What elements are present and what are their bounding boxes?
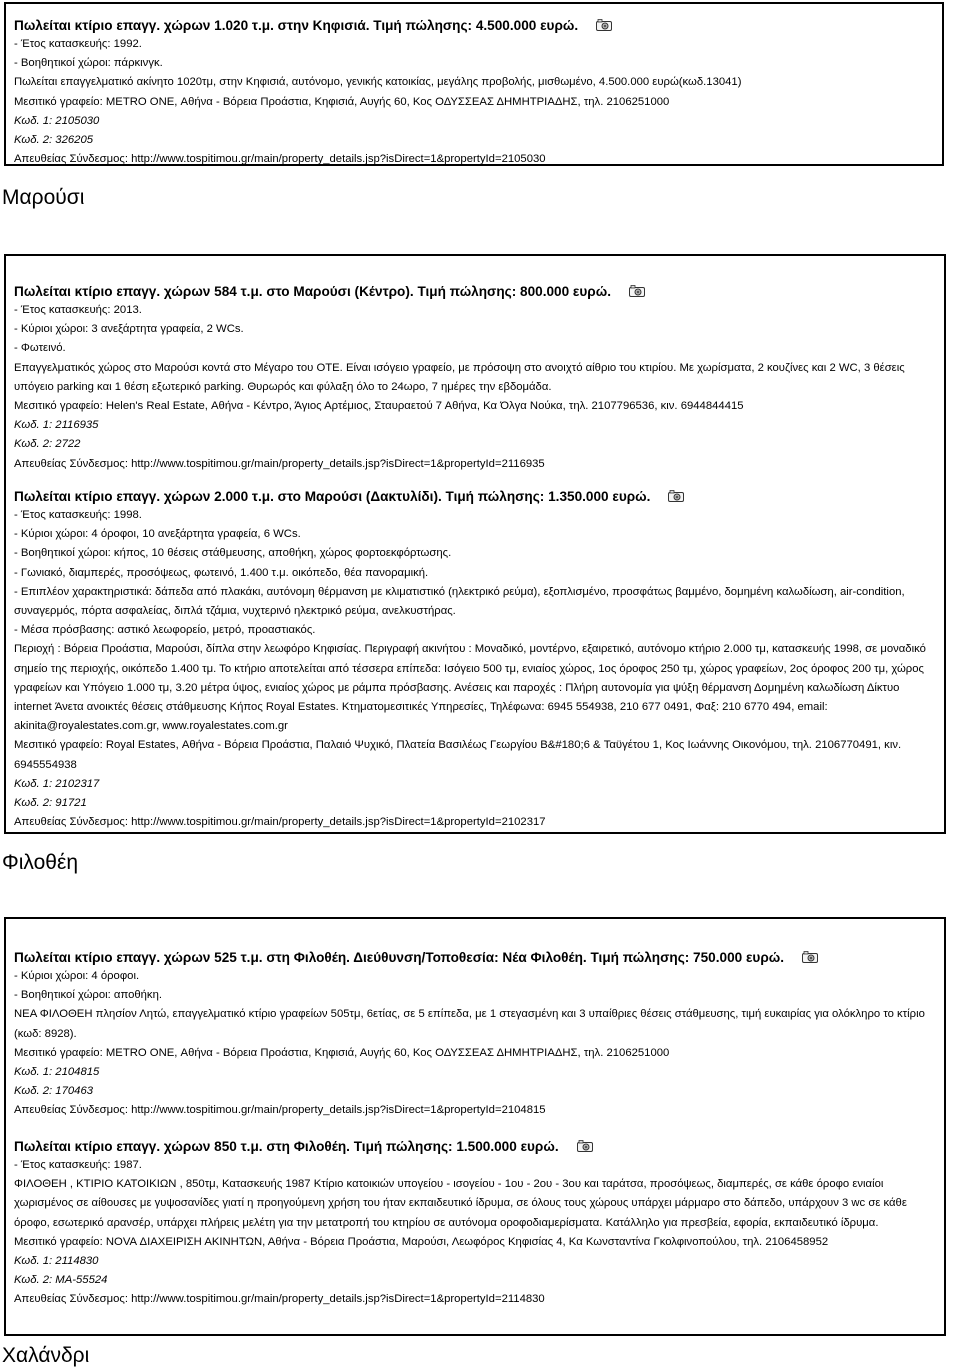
listing-detail: - Έτος κατασκευής: 2013. (14, 304, 142, 316)
listing-agency: Μεσιτικό γραφείο: Royal Estates, Αθήνα - Βόρεια Προάστια, Παλαιό Ψυχικό, Πλατεία Βασιλέως Γεωργίου B&#180;6 & Ταϋγέτου 1, Κος Ιωάννης Οικονόμου, τηλ. 2106770491, κιν. 6945554938 (14, 739, 902, 771)
listing-group-marousi (4, 254, 946, 834)
listing-description: Επαγγελματικός χώρος στο Μαρούσι κοντά στο Μέγαρο του ΟΤΕ. Είναι ισόγειο γραφείο, με πρόσοψη στο ανοιχτό αίθριο του κτιρίου. Με χωρίσματα, 2 κουζίνες και 2 WC, 3 θέσεις υπόγειο parking και 1 θέση εξωτερικό parking. Θυρωρός και φύλαξη όλο το 24ωρο, 7 ημέρες την εβδομάδα. (14, 361, 905, 393)
camera-icon[interactable] (596, 19, 612, 31)
listing-direct-link[interactable]: Απευθείας Σύνδεσμος: http://www.tospitimou.gr/main/property_details.jsp?isDirect=1&propertyId=2116935 (14, 457, 545, 470)
listing-detail: - Έτος κατασκευής: 1987. (14, 1159, 142, 1171)
camera-icon[interactable] (668, 490, 684, 502)
listing-description: Πωλείται επαγγελματικό ακίνητο 1020τμ, στην Κηφισιά, αυτόνομο, γενικής κατοικίας, μεγάλης προβολής, μισθωμένο, 4.500.000 ευρώ(κωδ.13041) (14, 76, 742, 89)
listing-agency: Μεσιτικό γραφείο: Helen's Real Estate, Αθήνα - Κέντρο, Άγιος Αρτέμιος, Σταυραετού 7 Αθήνα, Κα Όλγα Νούκα, τηλ. 2107796536, κιν. 6944844415 (14, 400, 744, 413)
camera-icon[interactable] (577, 1140, 593, 1152)
listing-description: ΝΕΑ ΦΙΛΟΘΕΗ πλησίον Λητώ, επαγγελματικό κτίριο γραφείων 505τμ, 6ετίας, σε 5 επίπεδα, με 1 στεγασμένη και 3 υπαίθριες θέσεις στάθμευσης, τιμή ευκαιρίας για ολόκληρο το κτίριο (κωδ: 8928). (14, 1008, 925, 1040)
listing-title[interactable]: Πωλείται κτίριο επαγγ. χώρων 850 τ.μ. στη Φιλοθέη. Τιμή πώλησης: 1.500.000 ευρώ. (14, 1137, 936, 1156)
listing-code-2: Κωδ. 2: 170463 (14, 1085, 94, 1098)
listing-direct-link[interactable]: Απευθείας Σύνδεσμος: http://www.tospitimou.gr/main/property_details.jsp?isDirect=1&propertyId=2102317 (14, 816, 546, 829)
area-heading-chalandri: Χαλάνδρι (2, 1344, 90, 1367)
area-heading-filothei: Φιλοθέη (2, 851, 79, 874)
listing-agency: Μεσιτικό γραφείο: NOVA ΔΙΑΧΕΙΡΙΣΗ ΑΚΙΝΗΤΩΝ, Αθήνα - Βόρεια Προάστια, Μαρούσι, Λεωφόρος Κηφισίας 4, Κα Κωνσταντίνα Γκολφινοπούλου, τηλ. 2106458952 (14, 1235, 829, 1248)
listing-detail: - Έτος κατασκευής: 1998. (14, 509, 142, 521)
listing-code-1: Κωδ. 1: 2114830 (14, 1255, 99, 1268)
listing-code-1: Κωδ. 1: 2104815 (14, 1066, 100, 1079)
listing-detail: - Μέσα πρόσβασης: αστικό λεωφορείο, μετρό, προαστιακός. (14, 624, 316, 637)
camera-icon[interactable] (802, 951, 818, 963)
listing-detail: - Γωνιακό, διαμπερές, προσόψεως, φωτεινό, 1.400 τ.μ. οικόπεδο, θέα πανοραμική. (14, 566, 429, 579)
listing-detail: - Κύριοι χώροι: 3 ανεξάρτητα γραφεία, 2 WCs. (14, 323, 244, 336)
listing-title[interactable]: Πωλείται κτίριο επαγγ. χώρων 1.020 τ.μ. στην Κηφισιά. Τιμή πώλησης: 4.500.000 ευρώ. (14, 16, 934, 35)
listing-code-2: Κωδ. 2: 2722 (14, 438, 81, 451)
listing-detail: - Βοηθητικοί χώροι: αποθήκη. (14, 989, 163, 1002)
listing-code-1: Κωδ. 1: 2102317 (14, 777, 100, 790)
listing-detail: - Έτος κατασκευής: 1992. (14, 38, 142, 50)
listing-code-2: Κωδ. 2: 91721 (14, 797, 87, 810)
listing-code-1: Κωδ. 1: 2105030 (14, 114, 100, 127)
camera-icon[interactable] (629, 285, 645, 297)
listing-detail: - Κύριοι χώροι: 4 όροφοι. (14, 970, 140, 982)
listing-direct-link[interactable]: Απευθείας Σύνδεσμος: http://www.tospitimou.gr/main/property_details.jsp?isDirect=1&propertyId=2104815 (14, 1104, 546, 1117)
listing-agency: Μεσιτικό γραφείο: METRO ONE, Αθήνα - Βόρεια Προάστια, Κηφισιά, Αυγής 60, Κος ΟΔΥΣΣΕΑΣ ΔΗΜΗΤΡΙΑΔΗΣ, τηλ. 2106251000 (14, 1046, 670, 1059)
area-heading-marousi: Μαρούσι (2, 186, 85, 209)
listing-code-1: Κωδ. 1: 2116935 (14, 419, 99, 432)
listing-direct-link[interactable]: Απευθείας Σύνδεσμος: http://www.tospitimou.gr/main/property_details.jsp?isDirect=1&propertyId=2105030 (14, 153, 546, 166)
listing-features: - Επιπλέον χαρακτηριστικά: δάπεδα από πλακάκι, αυτόνομη θέρμανση με κλιματιστικό (ηλεκτρικό ρεύμα), εξοπλισμένο, προσφάτως βαμμένο, δομημένη καλωδίωση, air-condition, συναγερμός, πόρτα ασφαλείας, διπλά τζάμια, νυχτερινό ηλεκτρικό ρεύμα, ανελκυστήρας. (14, 585, 905, 618)
listing-detail: - Κύριοι χώροι: 4 όροφοι, 10 ανεξάρτητα γραφεία, 6 WCs. (14, 528, 301, 541)
listing-card (6, 948, 944, 1121)
listing-card (6, 282, 944, 474)
listing-detail: - Φωτεινό. (14, 342, 66, 355)
listing-card (6, 487, 944, 832)
listing-code-2: Κωδ. 2: MA-55524 (14, 1274, 108, 1287)
listing-detail: - Βοηθητικοί χώροι: πάρκινγκ. (14, 57, 163, 70)
listing-title[interactable]: Πωλείται κτίριο επαγγ. χώρων 2.000 τ.μ. στο Μαρούσι (Δακτυλίδι). Τιμή πώλησης: 1.350.000 ευρώ. (14, 487, 936, 506)
listing-description: Περιοχή : Βόρεια Προάστια, Μαρούσι, δίπλα στην λεωφόρο Κηφισίας. Περιγραφή ακινήτου : Μοναδικό, μοντέρνο, εξαιρετικό, αυτόνομο κτήριο 2.000 τμ, κατασκευής 1998, σε μοναδικό σημείο της περιοχής, οικόπεδο 1.400 τμ. Το κτήριο αποτελείται από τέσσερα επίπεδα: Ισόγειο 500 τμ, ενιαίος χώρος, 1ος όροφος 250 τμ, χώρος γραφείων, 2ος όροφος 200 τμ, χώρος γραφείων και Υπόγειο 1.000 τμ, 3.20 μέτρα ύψος, ενιαίος χώρος με ράμπα πρόσβασης. Ανέσεις και παροχές : Πλήρη αυτονομία για ψύξη θέρμανση Δομημένη καλωδίωση Δίκτυο internet Άνετα ανοικτές θέσεις στάθμευσης Κήπος Royal Estates. Κτηματομεσιτικές Υπηρεσίες, Τηλέφωνα: 6945 554938, 210 677 0491, Φαξ: 210 6770 494, email: akinita@royalestates.com.gr, www.royalestates.com.gr (14, 643, 926, 733)
listing-title[interactable]: Πωλείται κτίριο επαγγ. χώρων 525 τ.μ. στη Φιλοθέη. Διεύθυνση/Τοποθεσία: Νέα Φιλοθέη. Τιμή πώλησης: 750.000 ευρώ. (14, 948, 936, 967)
listing-group-filothei (4, 917, 946, 1336)
listing-detail: - Βοηθητικοί χώροι: κήπος, 10 θέσεις στάθμευσης, αποθήκη, χώρος φορτοεκφόρτωσης. (14, 547, 452, 560)
listing-card (4, 2, 944, 166)
listing-title[interactable]: Πωλείται κτίριο επαγγ. χώρων 584 τ.μ. στο Μαρούσι (Κέντρο). Τιμή πώλησης: 800.000 ευρώ. (14, 282, 936, 301)
listing-code-2: Κωδ. 2: 326205 (14, 134, 94, 147)
listing-card (6, 1137, 944, 1310)
listing-agency: Μεσιτικό γραφείο: METRO ONE, Αθήνα - Βόρεια Προάστια, Κηφισιά, Αυγής 60, Κος ΟΔΥΣΣΕΑΣ ΔΗΜΗΤΡΙΑΔΗΣ, τηλ. 2106251000 (14, 95, 670, 108)
listing-description: ΦΙΛΟΘΕΗ , ΚΤΙΡΙΟ ΚΑΤΟΙΚΙΩΝ , 850τμ, Κατασκευής 1987 Κτίριο κατοικιών υπογείου - ισογείου - 1ου - 2ου - 3ου και ταράτσα, προσόψεως, διαμπερές, σε κάθε όροφο ενιαίοι χωρισμένος σε αίθουσες με γυψοσανίδες γιατί η προηγούμενη χρήση του ήταν εκπαιδευτικό ίδρυμα, σε όλους τους χώρους υπάρχει μάρμαρο στο δάπεδο, υπάρχουν 3 wc σε κάθε όροφο, εσωτερικό αρανσέρ, υπάρχει πλήρεις μελέτη για την μετατροπή του κτηρίου σε αυτόνομα οροφοδιαμερίσματα. Κατάλληλο για πρεσβεία, εφορία, εκπαιδευτικό ίδρυμα. (14, 1178, 907, 1229)
listing-direct-link[interactable]: Απευθείας Σύνδεσμος: http://www.tospitimou.gr/main/property_details.jsp?isDirect=1&propertyId=2114830 (14, 1293, 545, 1306)
